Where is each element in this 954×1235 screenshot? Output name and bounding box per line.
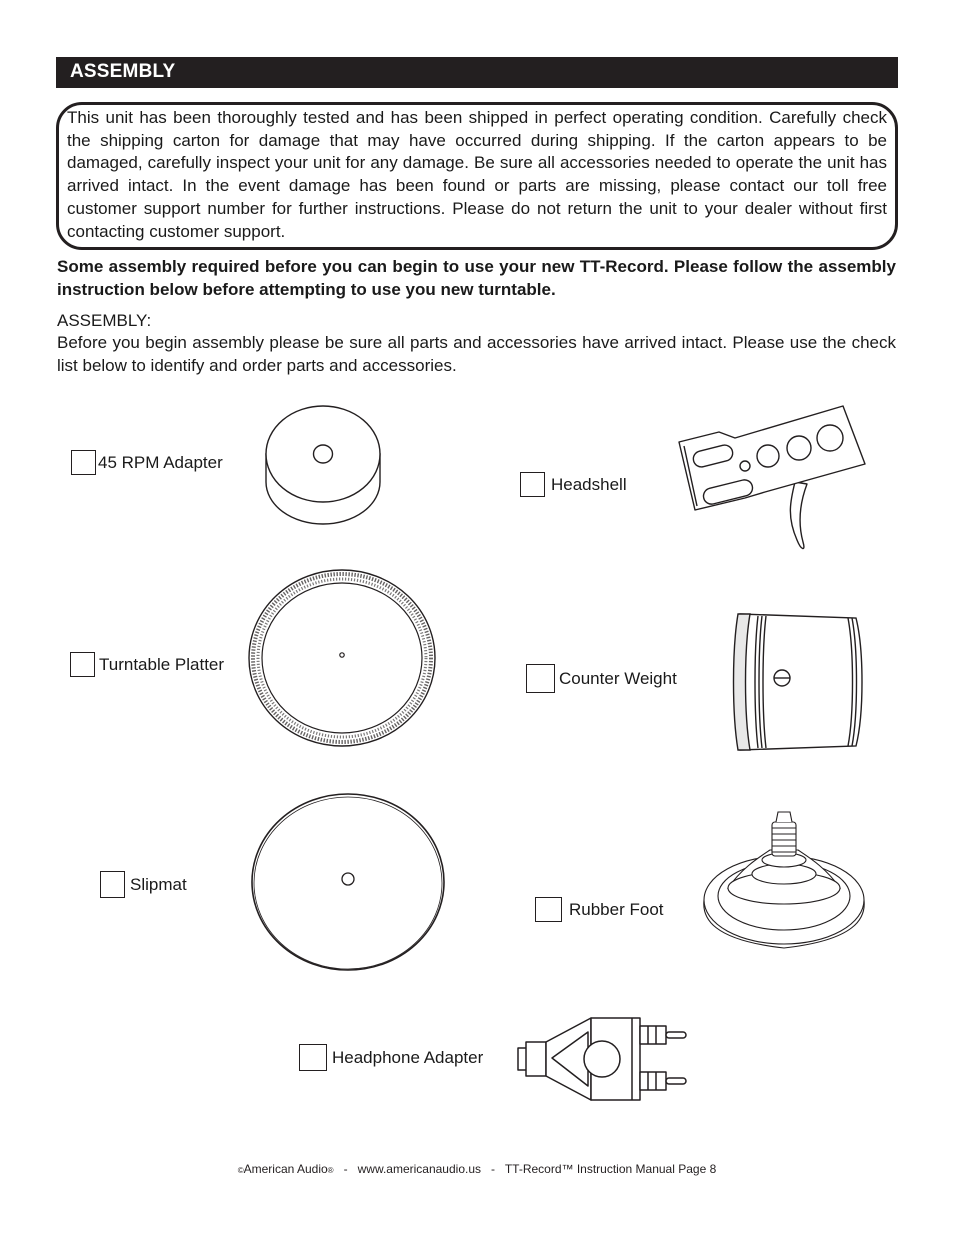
registered-symbol: ® bbox=[327, 1166, 334, 1175]
checkbox-slipmat[interactable] bbox=[100, 871, 125, 898]
copyright-symbol: © bbox=[237, 1166, 244, 1175]
part-label: Headshell bbox=[551, 474, 627, 494]
part-label: Slipmat bbox=[130, 874, 187, 894]
checkbox-45-rpm-adapter[interactable] bbox=[71, 450, 96, 475]
checkbox-counter-weight[interactable] bbox=[526, 664, 555, 693]
footer-manual-page: TT-Record™ Instruction Manual Page 8 bbox=[504, 1162, 717, 1176]
page-footer bbox=[0, 1162, 954, 1176]
part-label: Rubber Foot bbox=[569, 899, 664, 919]
shipping-notice-box bbox=[56, 102, 898, 250]
rubber-foot-illustration bbox=[698, 808, 870, 960]
assembly-required-note: Some assembly required before you can begin to use your new TT-Record. Please follow the assembly instruction below before attempting to use you new turntable. bbox=[57, 257, 896, 299]
assembly-instructions: Before you begin assembly please be sure all parts and accessories have arrived intact. Please use the check list below to identify and order parts and accessories. bbox=[57, 333, 896, 375]
part-label: Turntable Platter bbox=[99, 654, 225, 674]
checkbox-turntable-platter[interactable] bbox=[70, 652, 95, 677]
turntable-platter-illustration bbox=[247, 568, 437, 748]
part-item-headphone-adapter bbox=[299, 1044, 483, 1071]
shipping-notice-text: This unit has been thoroughly tested and has been shipped in perfect operating condition. Carefully check the shipping carton for damage that may have occurred during shipping. If the carton appears to be damaged, carefully inspect your unit for any damage. Be sure all accessories needed to operate the unit has arrived intact. In the event damage has been found or parts are missing, please contact our toll free customer support number for further instructions. Please do not return the unit to your dealer without first contacting customer support. bbox=[67, 108, 887, 241]
section-title: ASSEMBLY bbox=[70, 61, 176, 82]
part-label: Headphone Adapter bbox=[332, 1047, 484, 1067]
part-item-turntable-platter bbox=[70, 652, 224, 677]
assembly-label: ASSEMBLY: bbox=[57, 311, 152, 330]
counter-weight-illustration bbox=[728, 610, 864, 754]
checkbox-headshell[interactable] bbox=[520, 472, 545, 497]
part-item-headshell bbox=[520, 472, 627, 497]
footer-separator: - bbox=[491, 1162, 496, 1176]
footer-separator: - bbox=[343, 1162, 348, 1176]
footer-website: www.americanaudio.us bbox=[357, 1162, 482, 1176]
part-label: Counter Weight bbox=[559, 668, 677, 688]
part-item-45-rpm-adapter bbox=[71, 450, 223, 475]
section-header-bar bbox=[56, 57, 898, 88]
part-item-slipmat bbox=[100, 871, 187, 898]
footer-brand: American Audio bbox=[243, 1162, 328, 1176]
part-item-counter-weight bbox=[526, 664, 677, 693]
slipmat-illustration bbox=[250, 792, 446, 974]
checkbox-headphone-adapter[interactable] bbox=[299, 1044, 327, 1071]
checkbox-rubber-foot[interactable] bbox=[535, 897, 562, 922]
headshell-illustration bbox=[675, 402, 871, 557]
headphone-adapter-illustration bbox=[516, 1014, 696, 1104]
part-item-rubber-foot bbox=[535, 897, 664, 922]
part-label: 45 RPM Adapter bbox=[98, 452, 223, 472]
45-rpm-adapter-illustration bbox=[260, 402, 386, 528]
